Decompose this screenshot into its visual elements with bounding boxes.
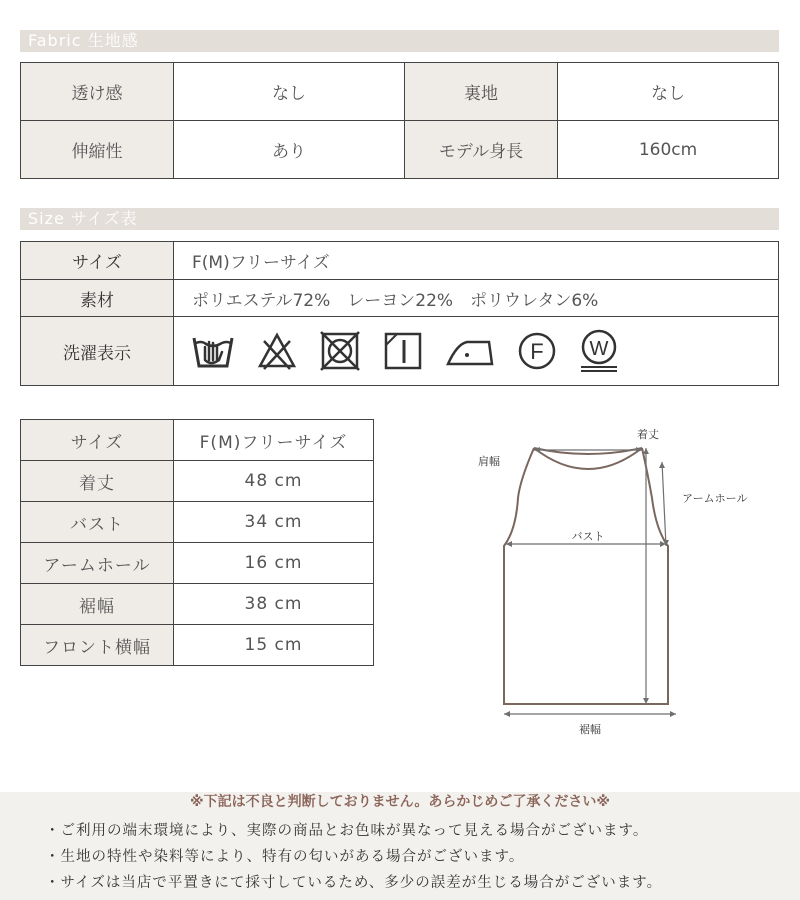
table-row	[21, 242, 779, 280]
stretch-value: あり	[174, 121, 405, 179]
no-bleach-icon	[257, 331, 297, 371]
notice-line: ・サイズは当店で平置きにて採寸しているため、多少の誤差が生じる場合がございます。	[45, 875, 663, 891]
front-width-label: フロント横幅	[21, 625, 174, 666]
armhole-value: 16 cm	[174, 543, 374, 584]
notice-line: ・ご利用の端末環境により、実際の商品とお色味が異なって見える場合がございます。	[45, 823, 649, 839]
diagram-bust-label: バスト	[571, 530, 605, 543]
diagram-shoulder-label: 肩幅	[478, 455, 500, 468]
care-label: 洗濯表示	[21, 317, 174, 386]
table-row	[21, 543, 374, 584]
lining-value: なし	[558, 63, 779, 121]
table-row	[21, 625, 374, 666]
measurement-table	[20, 419, 374, 666]
model-height-value: 160cm	[558, 121, 779, 179]
notice-line: ・生地の特性や染料等により、特有の匂いがある場合がございます。	[45, 849, 525, 865]
material-value: ポリエステル72% レーヨン22% ポリウレタン6%	[174, 280, 779, 317]
model-height-label: モデル身長	[405, 121, 558, 179]
hand-wash-icon	[191, 330, 235, 372]
armhole-label: アームホール	[21, 543, 174, 584]
wet-clean-letter: W	[589, 338, 609, 360]
hem-width-value: 38 cm	[174, 584, 374, 625]
table-row	[21, 461, 374, 502]
front-width-value: 15 cm	[174, 625, 374, 666]
notice-box	[0, 792, 800, 900]
bust-label: バスト	[21, 502, 174, 543]
table-row	[21, 420, 374, 461]
size-section-header: Size サイズ表	[20, 208, 779, 230]
diagram-length-label: 着丈	[637, 428, 659, 441]
transparency-label: 透け感	[21, 63, 174, 121]
table-row	[21, 502, 374, 543]
bust-value: 34 cm	[174, 502, 374, 543]
table-row	[21, 63, 779, 121]
measure-header-value: F(M)フリーサイズ	[174, 420, 374, 461]
line-dry-shade-icon	[383, 331, 423, 371]
garment-back-neck	[534, 448, 642, 454]
no-tumble-dry-icon	[319, 330, 361, 372]
size-info-table	[20, 241, 779, 386]
transparency-value: なし	[174, 63, 405, 121]
garment-measurement-diagram	[470, 420, 780, 750]
care-icons-cell	[174, 317, 779, 386]
diagram-armhole-label: アームホール	[682, 492, 748, 505]
diagram-hem-label: 裾幅	[579, 723, 601, 736]
measure-header-label: サイズ	[21, 420, 174, 461]
table-row	[21, 317, 779, 386]
dry-clean-letter: F	[530, 339, 544, 364]
fabric-section-header: Fabric 生地感	[20, 30, 779, 52]
dry-clean-f-icon	[517, 331, 557, 371]
hem-width-label: 裾幅	[21, 584, 174, 625]
armhole-arrow	[662, 462, 666, 546]
length-value: 48 cm	[174, 461, 374, 502]
length-label: 着丈	[21, 461, 174, 502]
table-row	[21, 121, 779, 179]
wet-clean-w-icon	[579, 329, 619, 373]
table-row	[21, 584, 374, 625]
material-label: 素材	[21, 280, 174, 317]
stretch-label: 伸縮性	[21, 121, 174, 179]
fabric-table	[20, 62, 779, 179]
notice-title: ※下記は不良と判断しておりません。あらかじめご了承ください※	[189, 794, 611, 810]
lining-label: 裏地	[405, 63, 558, 121]
iron-low-icon	[445, 334, 495, 368]
size-value: F(M)フリーサイズ	[174, 242, 779, 280]
table-row	[21, 280, 779, 317]
garment-outline	[504, 448, 668, 704]
size-label: サイズ	[21, 242, 174, 280]
